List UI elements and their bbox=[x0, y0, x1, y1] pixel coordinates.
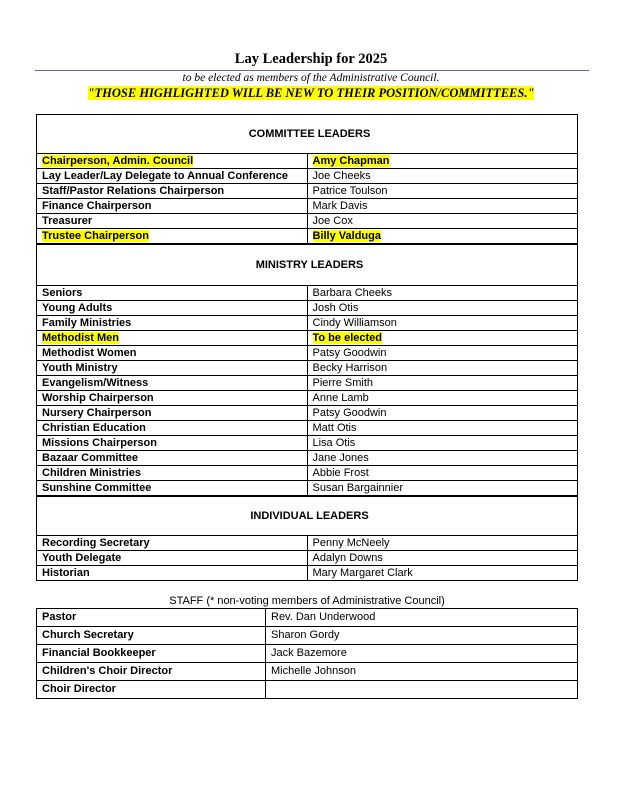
role-cell: Church Secretary bbox=[37, 627, 266, 645]
role-cell: Christian Education bbox=[37, 421, 308, 436]
role-cell: Historian bbox=[37, 566, 308, 581]
role-label: Chairperson, Admin. Council bbox=[42, 155, 194, 167]
name-cell: Penny McNeely bbox=[307, 536, 578, 551]
name-cell: Jane Jones bbox=[307, 451, 578, 466]
name-cell bbox=[266, 681, 578, 699]
name-cell bbox=[307, 229, 578, 244]
name-cell: Pierre Smith bbox=[307, 376, 578, 391]
role-cell: Sunshine Committee bbox=[37, 481, 308, 496]
name-cell bbox=[307, 331, 578, 346]
title-rule bbox=[35, 70, 589, 71]
name-cell: Adalyn Downs bbox=[307, 551, 578, 566]
section-heading: MINISTRY LEADERS bbox=[37, 245, 578, 286]
page-subtitle: to be elected as members of the Administrative Council. bbox=[182, 72, 440, 84]
name-cell: Josh Otis bbox=[307, 301, 578, 316]
name-cell: Patsy Goodwin bbox=[307, 346, 578, 361]
name-cell: Barbara Cheeks bbox=[307, 286, 578, 301]
name-cell: Rev. Dan Underwood bbox=[266, 609, 578, 627]
name-cell: Lisa Otis bbox=[307, 436, 578, 451]
section-heading: INDIVIDUAL LEADERS bbox=[37, 497, 578, 536]
role-cell bbox=[37, 229, 308, 244]
role-cell: Worship Chairperson bbox=[37, 391, 308, 406]
name-cell: Michelle Johnson bbox=[266, 663, 578, 681]
name-cell: Becky Harrison bbox=[307, 361, 578, 376]
name-label: To be elected bbox=[312, 332, 382, 344]
role-cell: Lay Leader/Lay Delegate to Annual Conference bbox=[37, 169, 308, 184]
role-cell: Children's Choir Director bbox=[37, 663, 266, 681]
role-cell: Choir Director bbox=[37, 681, 266, 699]
role-cell: Young Adults bbox=[37, 301, 308, 316]
name-label: Amy Chapman bbox=[312, 155, 390, 167]
role-cell: Evangelism/Witness bbox=[37, 376, 308, 391]
name-cell: Susan Bargainnier bbox=[307, 481, 578, 496]
role-label: Methodist Men bbox=[42, 332, 119, 344]
ministry-leaders-table bbox=[36, 244, 578, 496]
role-cell bbox=[37, 154, 308, 169]
role-cell: Finance Chairperson bbox=[37, 199, 308, 214]
role-cell: Recording Secretary bbox=[37, 536, 308, 551]
highlight-notice bbox=[0, 86, 622, 101]
committee-leaders-table bbox=[36, 114, 578, 244]
role-cell: Seniors bbox=[37, 286, 308, 301]
name-cell: Sharon Gordy bbox=[266, 627, 578, 645]
name-cell: Cindy Williamson bbox=[307, 316, 578, 331]
page-title: Lay Leadership for 2025 bbox=[234, 51, 388, 67]
role-cell: Methodist Women bbox=[37, 346, 308, 361]
name-cell: Patsy Goodwin bbox=[307, 406, 578, 421]
role-cell: Missions Chairperson bbox=[37, 436, 308, 451]
role-cell: Family Ministries bbox=[37, 316, 308, 331]
role-cell: Children Ministries bbox=[37, 466, 308, 481]
role-cell: Nursery Chairperson bbox=[37, 406, 308, 421]
name-cell: Abbie Frost bbox=[307, 466, 578, 481]
role-cell: Pastor bbox=[37, 609, 266, 627]
name-cell: Jack Bazemore bbox=[266, 645, 578, 663]
individual-leaders-table bbox=[36, 496, 578, 581]
name-cell: Anne Lamb bbox=[307, 391, 578, 406]
role-cell: Youth Delegate bbox=[37, 551, 308, 566]
name-label: Billy Valduga bbox=[312, 230, 381, 242]
name-cell: Joe Cox bbox=[307, 214, 578, 229]
role-cell bbox=[37, 331, 308, 346]
highlight-notice-text: "THOSE HIGHLIGHTED WILL BE NEW TO THEIR POSITION/COMMITTEES." bbox=[87, 86, 535, 100]
name-cell: Patrice Toulson bbox=[307, 184, 578, 199]
section-heading: COMMITTEE LEADERS bbox=[37, 115, 578, 154]
role-cell: Treasurer bbox=[37, 214, 308, 229]
name-cell: Joe Cheeks bbox=[307, 169, 578, 184]
name-cell: Matt Otis bbox=[307, 421, 578, 436]
role-cell: Bazaar Committee bbox=[37, 451, 308, 466]
name-cell: Mary Margaret Clark bbox=[307, 566, 578, 581]
name-cell: Mark Davis bbox=[307, 199, 578, 214]
staff-table bbox=[36, 608, 578, 699]
name-cell bbox=[307, 154, 578, 169]
staff-caption: STAFF (* non-voting members of Administrative Council) bbox=[169, 595, 445, 607]
role-cell: Staff/Pastor Relations Chairperson bbox=[37, 184, 308, 199]
role-cell: Financial Bookkeeper bbox=[37, 645, 266, 663]
role-cell: Youth Ministry bbox=[37, 361, 308, 376]
role-label: Trustee Chairperson bbox=[42, 230, 149, 242]
